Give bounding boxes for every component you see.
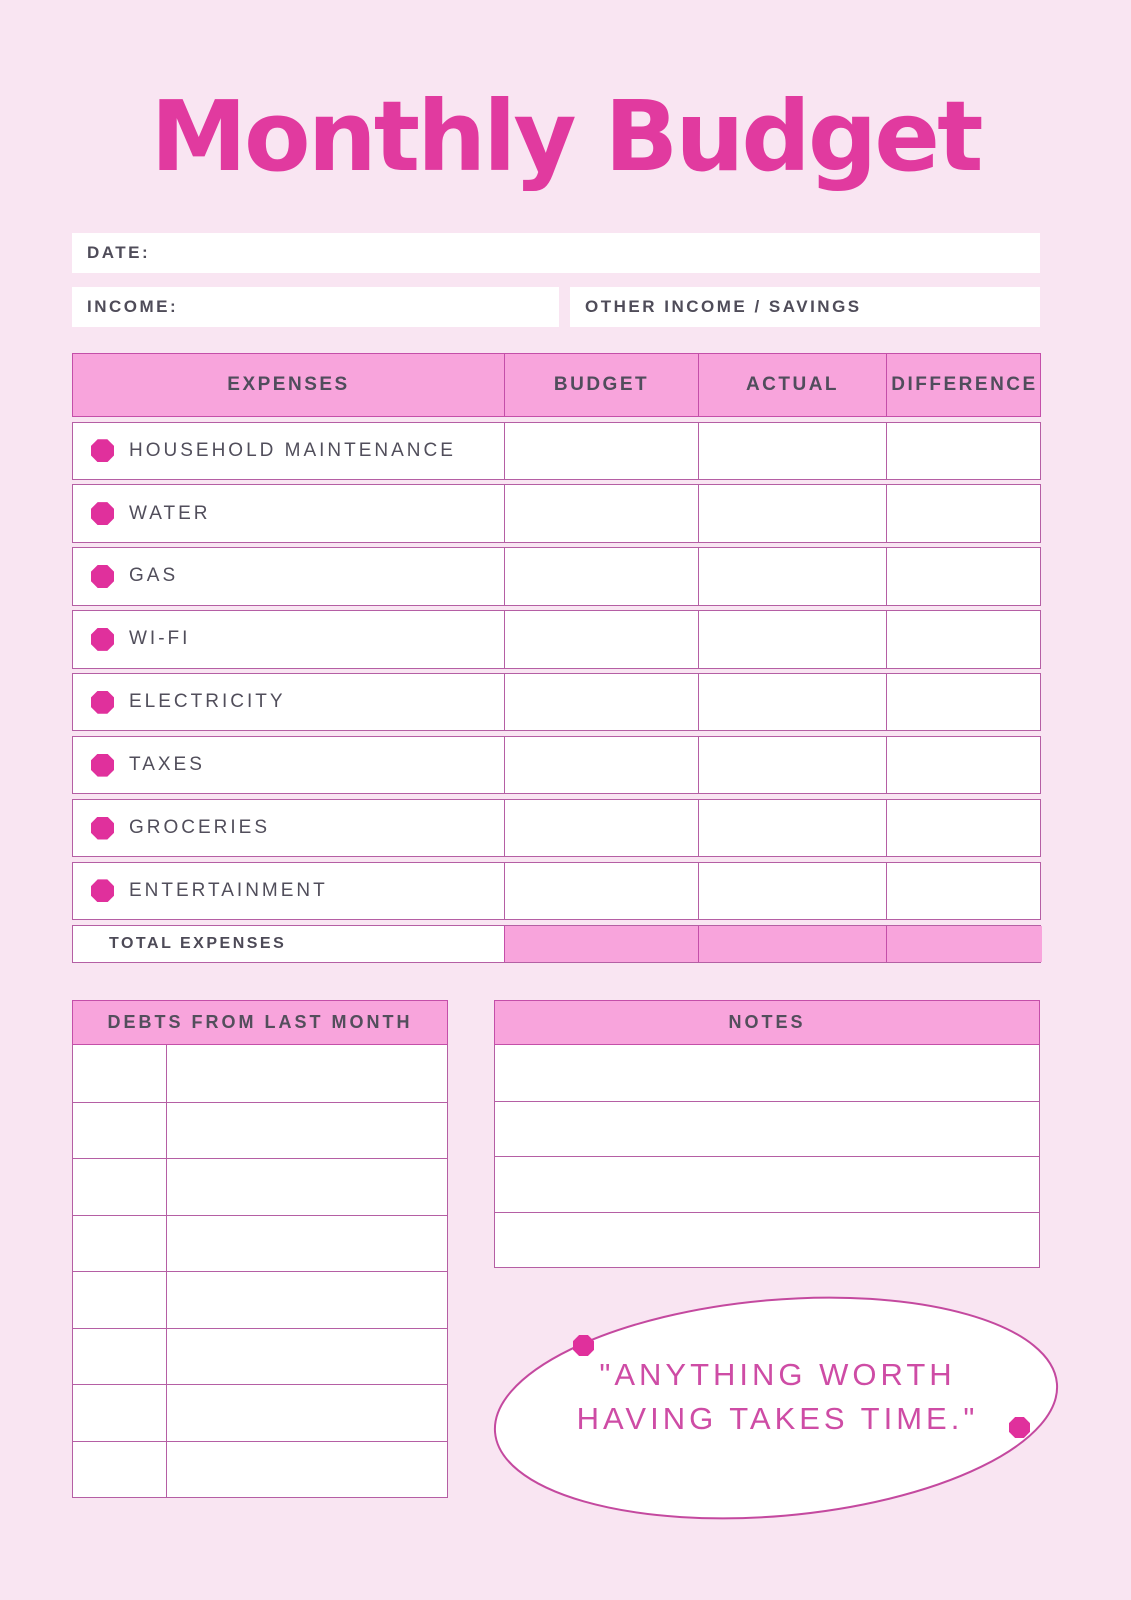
expense-label-cell [73, 674, 504, 730]
debts-row [73, 1045, 447, 1102]
column-header-actual: ACTUAL [698, 354, 886, 416]
difference-cell[interactable] [886, 423, 1042, 479]
expense-item-label: GAS [129, 565, 179, 587]
debt-amount-cell[interactable] [73, 1329, 167, 1385]
octagon-bullet-icon [91, 502, 114, 525]
notes-line[interactable] [495, 1156, 1039, 1212]
quote-line-2: HAVING TAKES TIME." [576, 1400, 979, 1436]
budget-cell[interactable] [504, 485, 698, 541]
debts-row [73, 1102, 447, 1159]
debt-amount-cell[interactable] [73, 1159, 167, 1215]
debt-description-cell[interactable] [167, 1385, 447, 1441]
column-header-expenses: EXPENSES [227, 374, 350, 395]
difference-cell[interactable] [886, 800, 1042, 856]
notes-body [494, 1045, 1040, 1268]
difference-cell[interactable] [886, 485, 1042, 541]
notes-line[interactable] [495, 1212, 1039, 1268]
expense-item-label: ENTERTAINMENT [129, 879, 328, 901]
quote-text [485, 1353, 1070, 1440]
budget-cell[interactable] [504, 863, 698, 919]
actual-cell[interactable] [698, 674, 886, 730]
expense-row [72, 799, 1041, 857]
debt-amount-cell[interactable] [73, 1216, 167, 1272]
column-header-budget: BUDGET [504, 354, 698, 416]
income-label: INCOME: [87, 297, 179, 316]
expense-row [72, 547, 1041, 605]
total-actual-cell[interactable] [698, 926, 886, 962]
actual-cell[interactable] [698, 485, 886, 541]
actual-cell[interactable] [698, 423, 886, 479]
expense-table-body [72, 417, 1041, 920]
expense-label-cell [73, 485, 504, 541]
expense-label-cell [73, 800, 504, 856]
actual-cell[interactable] [698, 863, 886, 919]
income-field[interactable] [72, 287, 559, 327]
debts-row [73, 1328, 447, 1385]
quote-line-1: "ANYTHING WORTH [599, 1357, 956, 1392]
debts-row [73, 1384, 447, 1441]
expense-label-cell [73, 611, 504, 667]
actual-cell[interactable] [698, 800, 886, 856]
ellipse-dot-icon [1009, 1417, 1030, 1438]
expense-row [72, 862, 1041, 920]
expense-label-cell [73, 863, 504, 919]
difference-cell[interactable] [886, 611, 1042, 667]
expense-label-cell [73, 737, 504, 793]
debt-amount-cell[interactable] [73, 1442, 167, 1498]
expense-item-label: ELECTRICITY [129, 691, 286, 713]
actual-cell[interactable] [698, 548, 886, 604]
debts-table [72, 1000, 448, 1498]
expense-label-cell [73, 548, 504, 604]
octagon-bullet-icon [91, 628, 114, 651]
octagon-bullet-icon [91, 691, 114, 714]
expense-row [72, 736, 1041, 794]
notes-section [494, 1000, 1040, 1268]
debts-table-title: DEBTS FROM LAST MONTH [72, 1000, 448, 1045]
debt-amount-cell[interactable] [73, 1045, 167, 1102]
expense-table-header [72, 353, 1041, 417]
total-expenses-row [72, 925, 1041, 963]
budget-cell[interactable] [504, 674, 698, 730]
notes-line[interactable] [495, 1101, 1039, 1157]
debt-description-cell[interactable] [167, 1329, 447, 1385]
budget-cell[interactable] [504, 611, 698, 667]
debts-row [73, 1158, 447, 1215]
expense-item-label: HOUSEHOLD MAINTENANCE [129, 439, 456, 461]
expense-item-label: GROCERIES [129, 817, 271, 839]
debt-description-cell[interactable] [167, 1216, 447, 1272]
other-income-savings-label: OTHER INCOME / SAVINGS [585, 297, 862, 316]
date-label: DATE: [87, 243, 151, 262]
budget-cell[interactable] [504, 737, 698, 793]
octagon-bullet-icon [91, 565, 114, 588]
expense-row [72, 673, 1041, 731]
ellipse-dot-icon [573, 1335, 594, 1356]
expense-row [72, 610, 1041, 668]
budget-cell[interactable] [504, 548, 698, 604]
expense-item-label: WATER [129, 502, 211, 524]
debts-row [73, 1271, 447, 1328]
debts-table-body [72, 1045, 448, 1498]
other-income-savings-field[interactable] [570, 287, 1040, 327]
octagon-bullet-icon [91, 754, 114, 777]
notes-line[interactable] [495, 1045, 1039, 1101]
expense-item-label: WI-FI [129, 628, 191, 650]
expense-row [72, 484, 1041, 542]
debt-description-cell[interactable] [167, 1272, 447, 1328]
actual-cell[interactable] [698, 737, 886, 793]
difference-cell[interactable] [886, 863, 1042, 919]
expense-row [72, 422, 1041, 480]
debt-amount-cell[interactable] [73, 1385, 167, 1441]
difference-cell[interactable] [886, 674, 1042, 730]
octagon-bullet-icon [91, 439, 114, 462]
debts-row [73, 1215, 447, 1272]
budget-cell[interactable] [504, 800, 698, 856]
notes-title: NOTES [494, 1000, 1040, 1045]
expense-item-label: TAXES [129, 754, 205, 776]
debts-row [73, 1441, 447, 1498]
actual-cell[interactable] [698, 611, 886, 667]
total-expenses-label: TOTAL EXPENSES [73, 926, 504, 962]
total-difference-cell[interactable] [886, 926, 1042, 962]
debt-amount-cell[interactable] [73, 1272, 167, 1328]
octagon-bullet-icon [91, 879, 114, 902]
debt-description-cell[interactable] [167, 1442, 447, 1498]
budget-cell[interactable] [504, 423, 698, 479]
difference-cell[interactable] [886, 548, 1042, 604]
debt-description-cell[interactable] [167, 1159, 447, 1215]
expense-table [72, 353, 1041, 963]
column-header-difference: DIFFERENCE [886, 354, 1042, 416]
debt-description-cell[interactable] [167, 1103, 447, 1159]
page-title: Monthly Budget [150, 80, 981, 193]
expense-label-cell [73, 423, 504, 479]
total-budget-cell[interactable] [504, 926, 698, 962]
octagon-bullet-icon [91, 817, 114, 840]
difference-cell[interactable] [886, 737, 1042, 793]
date-field[interactable] [72, 233, 1040, 273]
debt-amount-cell[interactable] [73, 1103, 167, 1159]
debt-description-cell[interactable] [167, 1045, 447, 1102]
